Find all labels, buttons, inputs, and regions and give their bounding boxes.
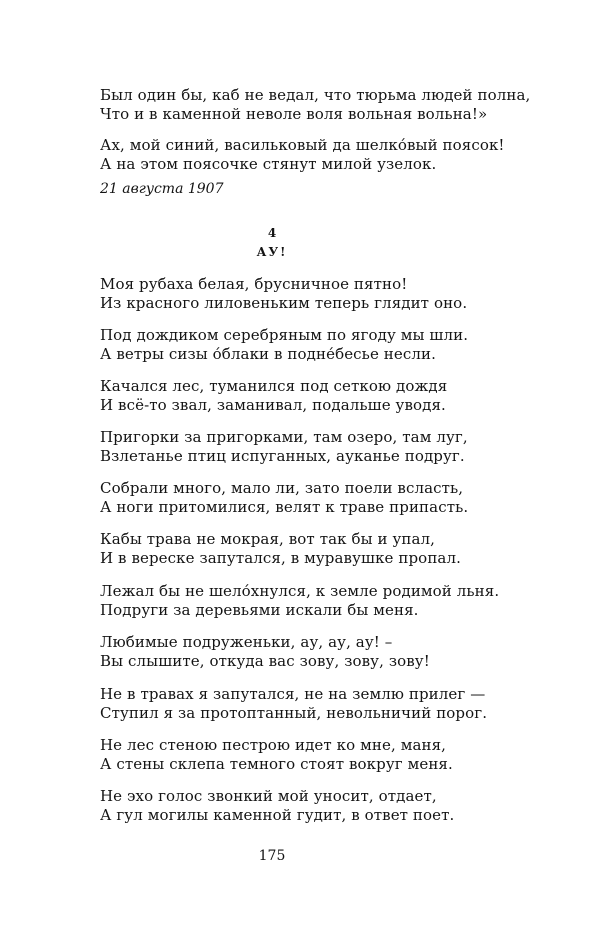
poem-line: Взлетанье птиц испуганных, ауканье подруг. (100, 447, 465, 465)
poem-line: А ноги притомилися, велят к траве припасть. (100, 498, 469, 516)
poem-line: Из красного лиловеньким теперь глядит оно. (100, 294, 468, 312)
poem-line: И всё-то звал, заманивал, подальше уводя. (100, 396, 446, 414)
poem-line: Не в травах я запутался, не на землю прилег — (100, 685, 486, 703)
poem-line: Вы слышите, откуда вас зову, зову, зову! (100, 652, 430, 670)
poem-line: Любимые подруженьки, ау, ау, ау! – (100, 633, 393, 651)
poem-line: А ветры сизы о́блаки в подне́бесье несли. (100, 345, 436, 363)
previous-poem-line: Был один бы, каб не ведал, что тюрьма людей полна, (100, 86, 531, 104)
poem-line: Подруги за деревьями искали бы меня. (100, 601, 419, 619)
poem-line: А гул могилы каменной гудит, в ответ поет. (100, 806, 455, 824)
poem-line: Не лес стеною пестрою идет ко мне, маня, (100, 736, 447, 754)
poem-line: Ступил я за протоптанный, невольничий порог. (100, 704, 488, 722)
poem-line: И в вереске запутался, в муравушке пропал. (100, 549, 461, 567)
poem-title: АУ! (256, 245, 288, 259)
poem-line: Под дождиком серебряным по ягоду мы шли. (100, 326, 469, 344)
poem-line: Качался лес, туманился под сеткою дождя (100, 377, 448, 395)
poem-line: Не эхо голос звонкий мой уносит, отдает, (100, 787, 437, 805)
poem-date: 21 августа 1907 (100, 181, 224, 197)
poem-line: Лежал бы не шело́хнулся, к земле родимой льня. (100, 582, 500, 600)
previous-poem-line: Ах, мой синий, васильковый да шелко́вый поясок! (100, 136, 505, 154)
poem-line: Кабы трава не мокрая, вот так бы и упал, (100, 530, 436, 548)
poem-line: Моя рубаха белая, брусничное пятно! (100, 275, 408, 293)
poem-line: А стены склепа темного стоят вокруг меня. (100, 755, 453, 773)
poem-number: 4 (267, 226, 277, 240)
previous-poem-line: Что и в каменной неволе воля вольная вольна!» (100, 105, 488, 123)
previous-poem-line: А на этом поясочке стянут милой узелок. (100, 155, 437, 173)
poem-line: Собрали много, мало ли, зато поели всласть, (100, 479, 464, 497)
poem-line: Пригорки за пригорками, там озеро, там луг, (100, 428, 468, 446)
page-number: 175 (258, 848, 286, 864)
